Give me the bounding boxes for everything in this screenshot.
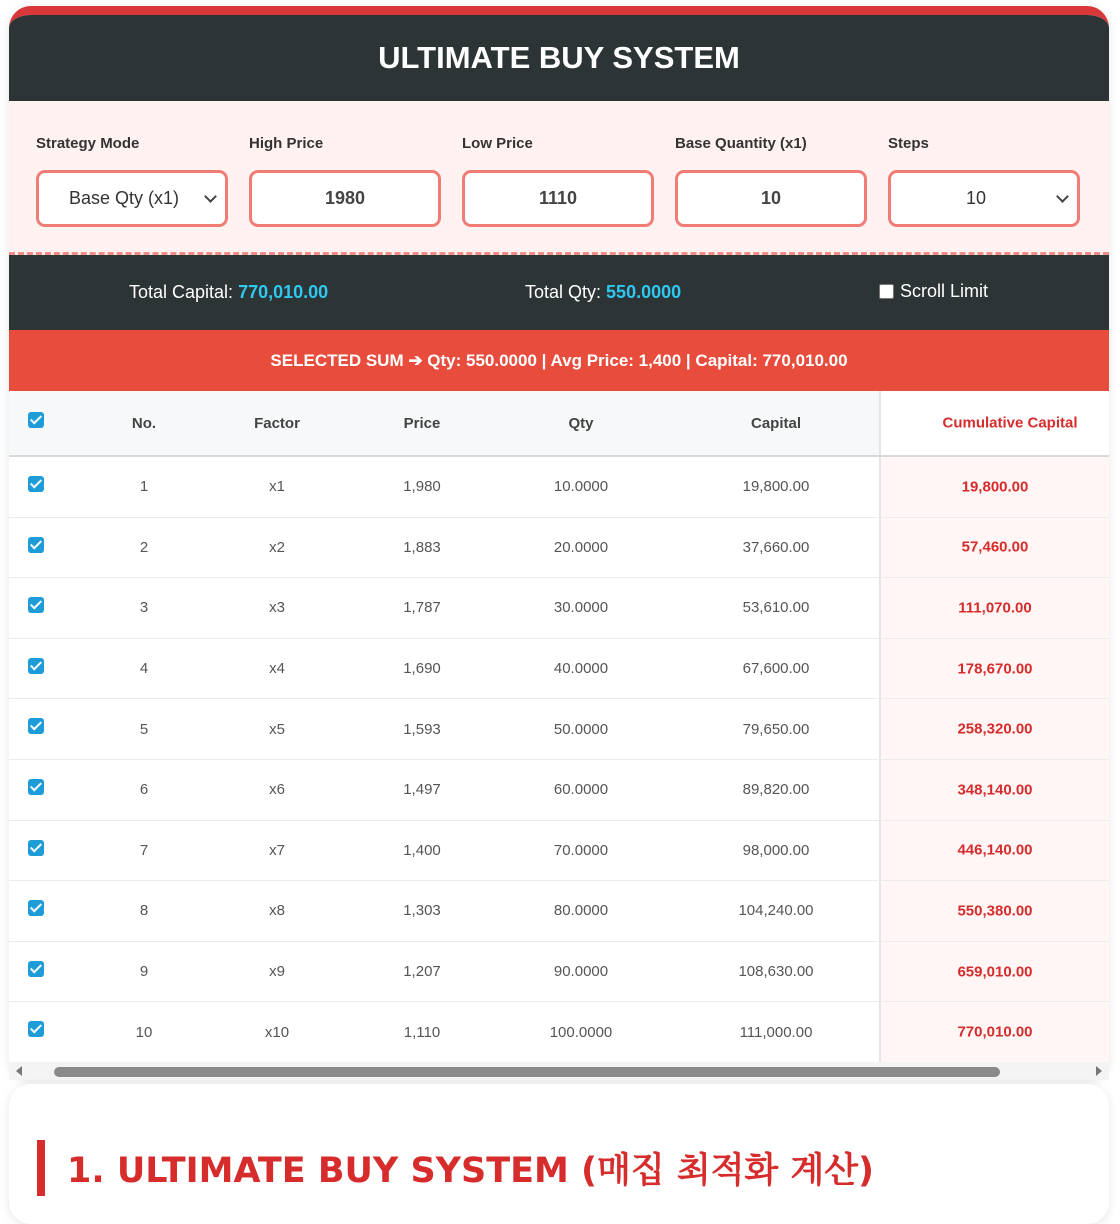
chevron-down-icon [204, 190, 217, 203]
cell-qty: 20.0000 [553, 538, 609, 556]
cell-cumulative-container [879, 942, 1109, 1002]
cell-cumulative: 178,670.00 [957, 660, 1033, 678]
selected-sum-text: SELECTED SUM ➔ Qty: 550.0000 | Avg Price: 1,400 | Capital: 770,010.00 [270, 350, 848, 370]
cell-cumulative: 19,800.00 [961, 478, 1029, 496]
steps-value: 10 [965, 188, 987, 208]
cell-cumulative-container [879, 1002, 1109, 1062]
high-price-control [249, 135, 441, 252]
base-quantity-input[interactable]: 10 [675, 170, 867, 227]
row-checkbox[interactable] [28, 840, 44, 856]
table-row [9, 821, 1109, 882]
controls-panel [9, 101, 1109, 255]
cell-cumulative-container [879, 821, 1109, 881]
cell-no: 4 [139, 660, 149, 678]
app-title: ULTIMATE BUY SYSTEM [378, 40, 740, 75]
cell-capital: 98,000.00 [742, 841, 810, 859]
table-row [9, 518, 1109, 579]
low-price-label: Low Price [462, 135, 533, 152]
calculator-card [9, 6, 1109, 1080]
row-checkbox[interactable] [28, 537, 44, 553]
cell-cumulative-container [879, 881, 1109, 941]
cell-cumulative: 550,380.00 [957, 902, 1033, 920]
row-checkbox[interactable] [28, 779, 44, 795]
scrollbar-thumb[interactable] [54, 1067, 1000, 1077]
table-header-row [9, 391, 1109, 457]
steps-label: Steps [888, 135, 929, 152]
steps-select[interactable] [888, 170, 1080, 227]
cell-price: 1,883 [403, 538, 441, 556]
cell-no: 9 [139, 963, 149, 981]
cell-price: 1,980 [403, 478, 441, 496]
column-header-qty: Qty [568, 414, 594, 432]
cell-cumulative-container [879, 760, 1109, 820]
total-capital-label: Total Capital: [129, 282, 234, 302]
cell-price: 1,303 [403, 902, 441, 920]
high-price-label: High Price [249, 135, 324, 152]
cell-factor: x6 [269, 781, 285, 799]
cell-factor: x5 [269, 720, 285, 738]
row-checkbox[interactable] [28, 961, 44, 977]
table-row [9, 699, 1109, 760]
cell-price: 1,400 [403, 841, 441, 859]
row-checkbox[interactable] [28, 658, 44, 674]
cell-qty: 60.0000 [553, 781, 609, 799]
cell-capital: 108,630.00 [738, 963, 814, 981]
strategy-mode-control [36, 135, 228, 252]
low-price-input[interactable]: 1110 [462, 170, 654, 227]
scroll-left-arrow-icon[interactable] [16, 1066, 22, 1076]
cell-no: 10 [135, 1023, 153, 1041]
cell-capital: 104,240.00 [738, 902, 814, 920]
cell-cumulative: 770,010.00 [957, 1023, 1033, 1041]
totals-bar [9, 255, 1109, 330]
steps-table [9, 391, 1109, 1063]
cell-qty: 10.0000 [553, 478, 609, 496]
total-capital-value: 770,010.00 [238, 282, 329, 302]
cell-no: 1 [139, 478, 149, 496]
column-header-capital: Capital [750, 414, 801, 432]
cell-cumulative: 446,140.00 [957, 841, 1033, 859]
cell-cumulative: 111,070.00 [958, 599, 1032, 617]
low-price-control [462, 135, 654, 252]
total-capital [129, 282, 328, 303]
cell-qty: 70.0000 [553, 841, 609, 859]
cell-factor: x9 [269, 963, 285, 981]
table-row [9, 1002, 1109, 1063]
cell-factor: x1 [269, 478, 285, 496]
cell-no: 8 [139, 902, 149, 920]
cell-qty: 100.0000 [549, 1023, 613, 1041]
cell-capital: 53,610.00 [742, 599, 810, 617]
cell-cumulative-container [879, 518, 1109, 578]
table-body [9, 457, 1109, 1063]
row-checkbox[interactable] [28, 900, 44, 916]
strategy-mode-select[interactable] [36, 170, 228, 227]
scroll-limit-toggle[interactable] [879, 281, 988, 302]
cell-qty: 30.0000 [553, 599, 609, 617]
cell-price: 1,110 [403, 1023, 441, 1041]
column-header-cumulative-cell [879, 391, 1109, 455]
cell-cumulative-container [879, 699, 1109, 759]
selected-sum-bar [9, 330, 1109, 391]
cell-price: 1,497 [403, 781, 441, 799]
cell-qty: 80.0000 [553, 902, 609, 920]
column-header-price: Price [403, 414, 441, 432]
total-qty-value: 550.0000 [606, 282, 682, 302]
table-row [9, 942, 1109, 1003]
column-header-no: No. [131, 414, 157, 432]
description-card [9, 1084, 1109, 1224]
column-header-cumulative: Cumulative Capital [942, 414, 1078, 432]
scroll-right-arrow-icon[interactable] [1096, 1066, 1102, 1076]
cell-price: 1,207 [403, 963, 441, 981]
total-qty [525, 282, 681, 303]
scroll-limit-checkbox[interactable] [879, 284, 894, 299]
cell-capital: 79,650.00 [742, 720, 810, 738]
strategy-mode-value: Base Qty (x1) [68, 188, 180, 208]
cell-qty: 90.0000 [553, 963, 609, 981]
high-price-input[interactable]: 1980 [249, 170, 441, 227]
cell-no: 7 [139, 841, 149, 859]
cell-cumulative: 258,320.00 [957, 720, 1033, 738]
row-checkbox[interactable] [28, 1021, 44, 1037]
scroll-limit-label: Scroll Limit [900, 281, 989, 301]
cell-cumulative: 348,140.00 [957, 781, 1033, 799]
table-row [9, 578, 1109, 639]
table-row [9, 881, 1109, 942]
cell-cumulative-container [879, 457, 1109, 517]
cell-no: 6 [139, 781, 149, 799]
cell-capital: 111,000.00 [739, 1023, 813, 1041]
row-checkbox[interactable] [28, 476, 44, 492]
strategy-mode-label: Strategy Mode [36, 135, 140, 152]
cell-factor: x8 [269, 902, 285, 920]
steps-control [888, 135, 1080, 252]
column-header-factor: Factor [254, 414, 300, 432]
cell-no: 2 [139, 538, 149, 556]
section-title: 1. ULTIMATE BUY SYSTEM (매집 최적화 계산) [37, 1140, 874, 1196]
cell-price: 1,690 [403, 660, 441, 678]
cell-cumulative-container [879, 639, 1109, 699]
total-qty-label: Total Qty: [525, 282, 602, 302]
cell-qty: 40.0000 [553, 660, 609, 678]
table-row [9, 760, 1109, 821]
cell-cumulative: 57,460.00 [961, 538, 1029, 556]
table-row [9, 457, 1109, 518]
base-quantity-control [675, 135, 867, 252]
base-quantity-label: Base Quantity (x1) [675, 135, 807, 152]
cell-price: 1,787 [403, 599, 441, 617]
cell-no: 5 [139, 720, 149, 738]
cell-price: 1,593 [403, 720, 441, 738]
select-all-checkbox[interactable] [28, 412, 44, 428]
cell-qty: 50.0000 [553, 720, 609, 738]
chevron-down-icon [1056, 190, 1069, 203]
row-checkbox[interactable] [28, 718, 44, 734]
cell-cumulative: 659,010.00 [957, 963, 1033, 981]
cell-capital: 37,660.00 [742, 538, 810, 556]
table-row [9, 639, 1109, 700]
cell-no: 3 [139, 599, 149, 617]
cell-factor: x2 [269, 538, 285, 556]
cell-capital: 67,600.00 [742, 660, 810, 678]
row-checkbox[interactable] [28, 597, 44, 613]
app-header [9, 15, 1109, 101]
cell-factor: x7 [269, 841, 285, 859]
cell-factor: x3 [269, 599, 285, 617]
cell-factor: x10 [264, 1023, 290, 1041]
cell-capital: 19,800.00 [742, 478, 810, 496]
cell-capital: 89,820.00 [742, 781, 810, 799]
cell-factor: x4 [269, 660, 285, 678]
cell-cumulative-container [879, 578, 1109, 638]
horizontal-scrollbar[interactable] [9, 1062, 1109, 1080]
